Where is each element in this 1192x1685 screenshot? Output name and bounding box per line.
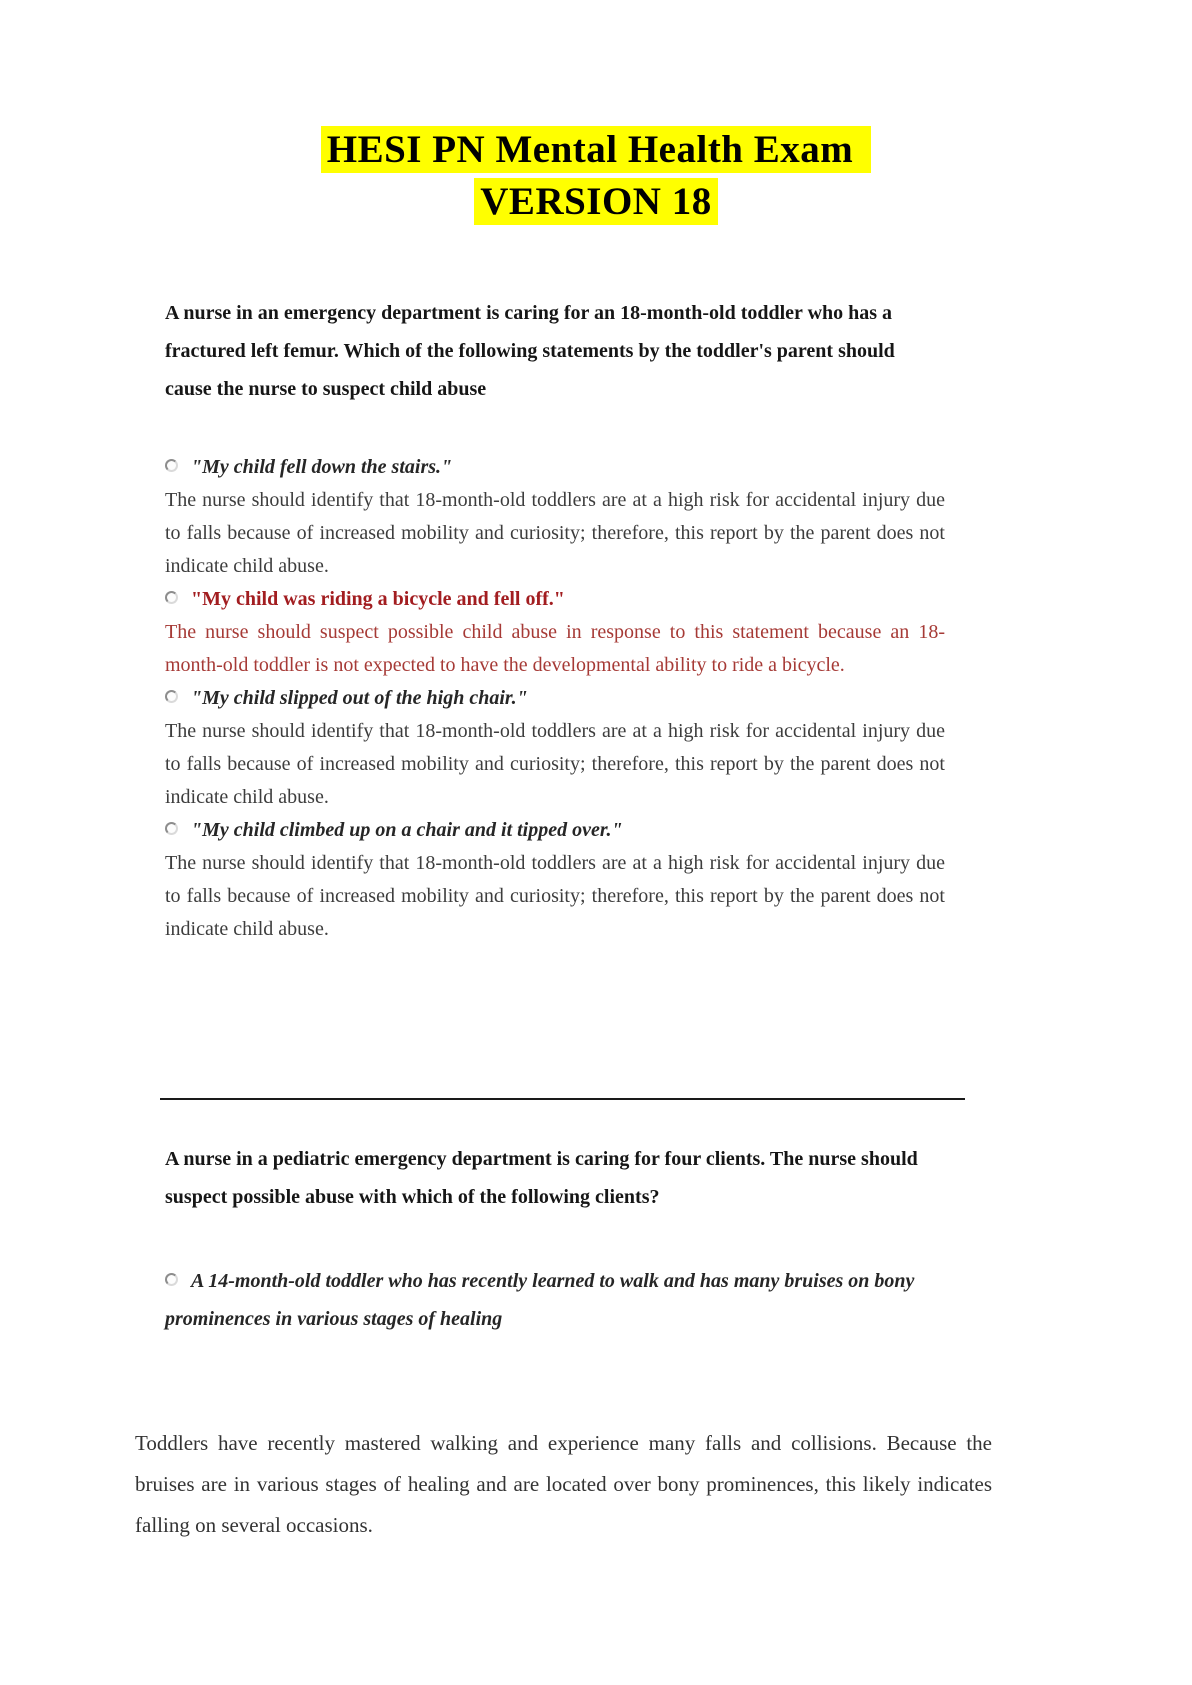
question-stem: A nurse in a pediatric emergency department is caring for four clients. The nurse should suspect possible abuse with which of the following clients? [165, 1148, 918, 1208]
radio-button[interactable] [165, 690, 178, 703]
document-title [0, 0, 1192, 228]
option-label: A 14-month-old toddler who has recently learned to walk and has many bruises on bony prominences in various stages of healing [165, 1270, 915, 1330]
radio-button[interactable] [165, 822, 178, 835]
rationale-paragraph: Toddlers have recently mastered walking and experience many falls and collisions. Because the bruises are in various stages of healing and are located over bony prominences, this likely indicates falling on several occasions. [135, 1431, 992, 1537]
option-rationale: The nurse should identify that 18-month-old toddlers are at a high risk for accidental injury due to falls because of increased mobility and curiosity; therefore, this report by the parent does not indicate child abuse. [165, 489, 945, 577]
section-divider [160, 1098, 965, 1100]
answer-option [165, 682, 945, 715]
page-title-line2: VERSION 18 [474, 178, 717, 225]
radio-button[interactable] [165, 459, 178, 472]
question-section-1 [135, 294, 992, 1546]
answer-option [165, 583, 945, 616]
question-stem: A nurse in an emergency department is caring for an 18-month-old toddler who has a fractured left femur. Which of the following statements by the toddler's parent should cause the nurse to suspect child abuse [165, 302, 895, 400]
option-label: "My child climbed up on a chair and it tipped over." [191, 819, 623, 841]
option-label: "My child slipped out of the high chair." [191, 687, 528, 709]
radio-button[interactable] [165, 591, 178, 604]
option-rationale: The nurse should identify that 18-month-old toddlers are at a high risk for accidental injury due to falls because of increased mobility and curiosity; therefore, this report by the parent does not indicate child abuse. [165, 720, 945, 808]
option-rationale: The nurse should identify that 18-month-old toddlers are at a high risk for accidental injury due to falls because of increased mobility and curiosity; therefore, this report by the parent does not indicate child abuse. [165, 852, 945, 940]
answer-option [165, 814, 945, 847]
page-title-line1: HESI PN Mental Health Exam [321, 126, 872, 173]
answer-option [165, 1262, 945, 1338]
answer-option [165, 451, 945, 484]
option-label: "My child fell down the stairs." [191, 456, 453, 478]
option-label-correct: "My child was riding a bicycle and fell off." [191, 588, 565, 610]
answer-options-list [165, 451, 945, 946]
radio-button[interactable] [165, 1273, 178, 1286]
answer-options-list [165, 1262, 945, 1338]
option-rationale-correct: The nurse should suspect possible child abuse in response to this statement because an 18-month-old toddler is not expected to have the developmental ability to ride a bicycle. [165, 621, 945, 676]
